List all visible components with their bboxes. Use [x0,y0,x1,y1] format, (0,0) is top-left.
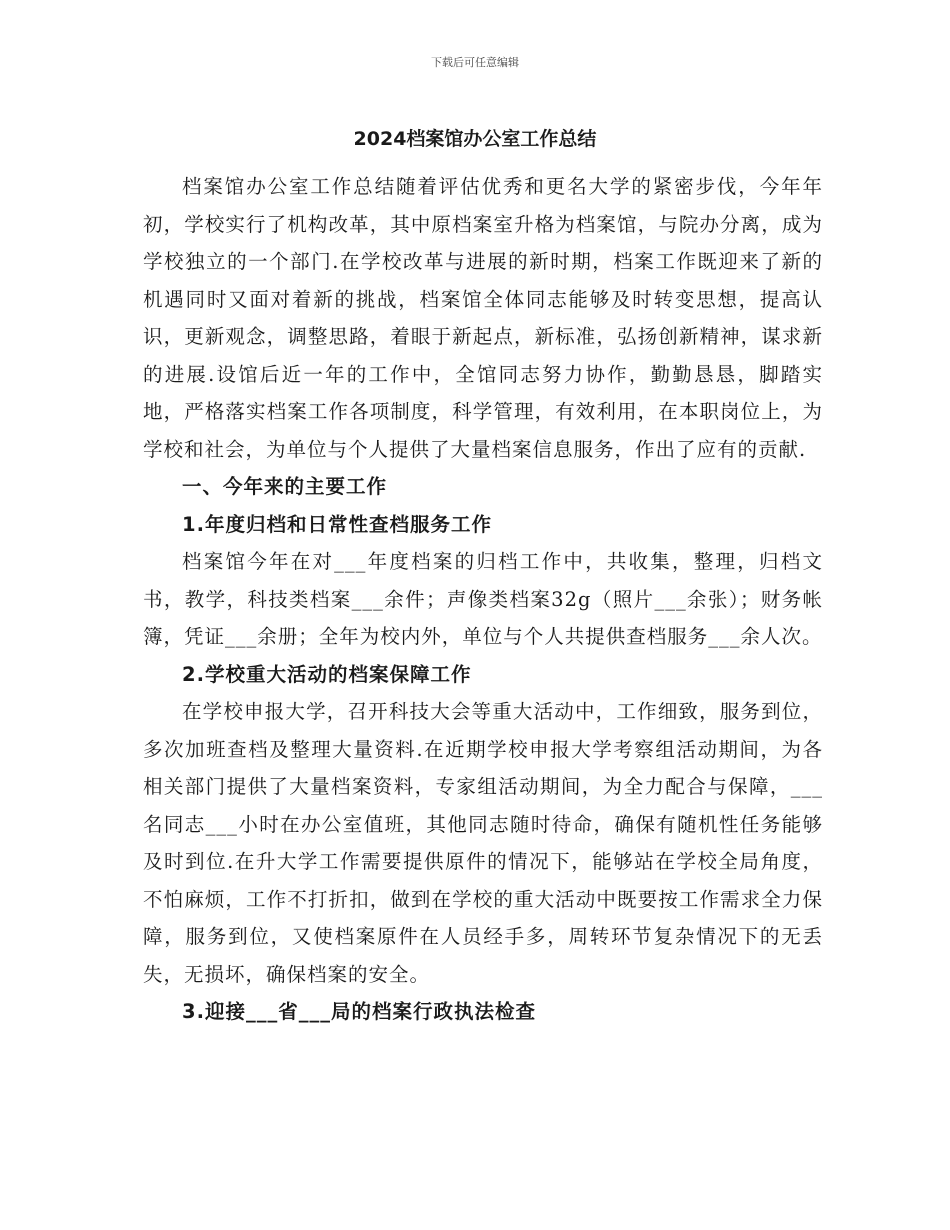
document-title: 2024档案馆办公室工作总结 [353,128,597,150]
document-body [143,168,823,1031]
subsection-heading-archiving: 1.年度归档和日常性查档服务工作 [182,512,492,536]
major-events-paragraph: 在学校申报大学，召开科技大会等重大活动中，工作细致，服务到位，多次加班查档及整理大量资料.在近期学校申报大学考察组活动期间，为各相关部门提供了大量档案资料，专家组活动期间，为全力配合与保障，___名同志___小时在办公室值班，其他同志随时待命，确保有随机性任务能够及时到位.在升大学工作需要提供原件的情况下，能够站在学校全局角度，不怕麻烦，工作不打折扣，做到在学校的重大活动中既要按工作需求全力保障，服务到位，又使档案原件在人员经手多，周转环节复杂情况下的无丢失，无损坏，确保档案的安全。 [143,700,823,986]
archiving-paragraph: 档案馆今年在对___年度档案的归档工作中，共收集，整理，归档文书，教学，科技类档案___余件；声像类档案32g（照片___余张）；财务帐簿，凭证___余册；全年为校内外，单位与个人共提供查档服务___余人次。 [143,550,823,648]
header-note: 下载后可任意编辑 [431,56,519,69]
subsection-heading-inspection: 3.迎接___省___局的档案行政执法检查 [182,1000,536,1023]
subsection-heading-major-events: 2.学校重大活动的档案保障工作 [182,662,472,686]
section-heading-main-work: 一、今年来的主要工作 [182,475,388,498]
intro-paragraph: 档案馆办公室工作总结随着评估优秀和更名大学的紧密步伐，今年年初，学校实行了机构改革，其中原档案室升格为档案馆，与院办分离，成为学校独立的一个部门.在学校改革与进展的新时期，档案工作既迎来了新的机遇同时又面对着新的挑战，档案馆全体同志能够及时转变思想，提高认识，更新观念，调整思路，着眼于新起点，新标准，弘扬创新精神，谋求新的进展.设馆后近一年的工作中，全馆同志努力协作，勤勤恳恳，脚踏实地，严格落实档案工作各项制度，科学管理，有效利用，在本职岗位上，为学校和社会，为单位与个人提供了大量档案信息服务，作出了应有的贡献. [143,175,823,461]
